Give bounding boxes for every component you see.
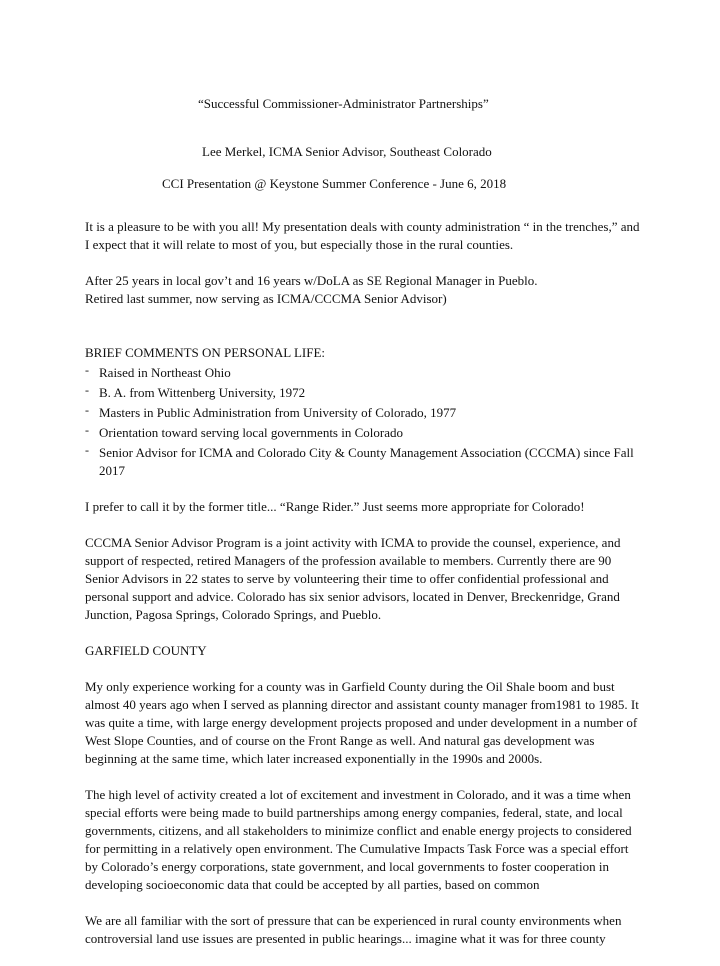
- bullet-dash: -: [85, 363, 89, 377]
- intro-paragraph: It is a pleasure to be with you all! My presentation deals with county administration “ in the trenches,” and I expect that it will relate to most of you, but especially those in the rural counties.: [85, 219, 640, 252]
- list-item: [85, 404, 640, 422]
- list-item: [85, 424, 640, 442]
- document-title: “Successful Commissioner-Administrator Partnerships”: [198, 96, 489, 111]
- personal-life-heading: BRIEF COMMENTS ON PERSONAL LIFE:: [85, 345, 326, 360]
- career-line-1: After 25 years in local gov’t and 16 years w/DoLA as SE Regional Manager in Pueblo.: [85, 273, 538, 288]
- list-item: [85, 364, 640, 382]
- list-item-text: Masters in Public Administration from University of Colorado, 1977: [99, 405, 457, 420]
- list-item-text: Raised in Northeast Ohio: [99, 365, 231, 380]
- range-rider-paragraph: I prefer to call it by the former title... “Range Rider.” Just seems more appropriate for Colorado!: [85, 499, 585, 514]
- spacer: [85, 326, 640, 344]
- list-item-text: Orientation toward serving local governments in Colorado: [99, 425, 403, 440]
- garfield-paragraph-3: We are all familiar with the sort of pressure that can be experienced in rural county environments when controversial land use issues are presented in public hearings... imagine what it was for three county: [85, 913, 622, 946]
- career-paragraph: [85, 272, 640, 308]
- bullet-dash: -: [85, 423, 89, 437]
- list-item-text: B. A. from Wittenberg University, 1972: [99, 385, 306, 400]
- event-line: CCI Presentation @ Keystone Summer Conference - June 6, 2018: [162, 176, 507, 191]
- personal-life-list: [85, 364, 640, 480]
- list-item: [85, 444, 640, 480]
- bullet-dash: -: [85, 403, 89, 417]
- garfield-county-heading: GARFIELD COUNTY: [85, 643, 207, 658]
- garfield-paragraph-1: My only experience working for a county was in Garfield County during the Oil Shale boom and bust almost 40 years ago when I served as planning director and assistant county manager from1981 to 1985. It was quite a time, with large energy development projects proposed and under development in a number of West Slope Counties, and of course on the Front Range as well. And natural gas development was beginning at the same time, which later increased exponentially in the 1990s and 2000s.: [85, 679, 639, 766]
- author-line: Lee Merkel, ICMA Senior Advisor, Southeast Colorado: [202, 144, 492, 159]
- bullet-dash: -: [85, 383, 89, 397]
- bullet-dash: -: [85, 443, 89, 457]
- list-item-text: Senior Advisor for ICMA and Colorado City & County Management Association (CCCMA) since Fall 2017: [99, 445, 634, 478]
- document-body: [85, 218, 640, 966]
- career-line-2: Retired last summer, now serving as ICMA/CCCMA Senior Advisor): [85, 291, 447, 306]
- garfield-paragraph-2: The high level of activity created a lot of excitement and investment in Colorado, and it was a time when special efforts were being made to build partnerships among energy companies, federal, state, and local governments, citizens, and all stakeholders to minimize conflict and enable energy projects to considered for permitting in a relatively open environment. The Cumulative Impacts Task Force was a special effort by Colorado’s energy corporations, state government, and local governments to foster cooperation in developing socioeconomic data that could be accepted by all parties, based on common: [85, 787, 632, 892]
- list-item: [85, 384, 640, 402]
- senior-advisor-paragraph: CCCMA Senior Advisor Program is a joint activity with ICMA to provide the counsel, experience, and support of respected, retired Managers of the profession available to members. Currently there are 90 Senior Advisors in 22 states to serve by volunteering their time to offer confidential professional and personal support and advice. Colorado has six senior advisors, located in Denver, Breckenridge, Grand Junction, Pagosa Springs, Colorado Springs, and Pueblo.: [85, 535, 621, 622]
